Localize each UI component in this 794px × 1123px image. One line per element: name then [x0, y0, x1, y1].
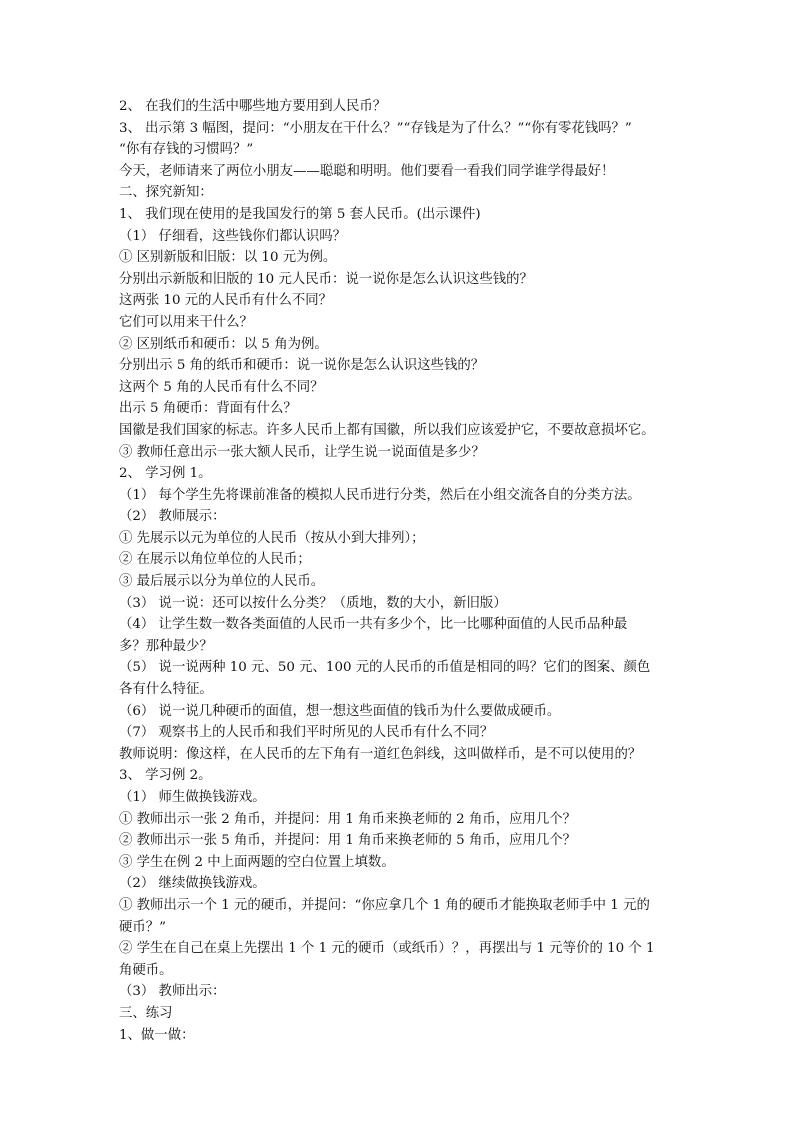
text-line: ② 区别纸币和硬币：以 5 角为例。	[119, 336, 328, 352]
text-line: （2） 继续做换钱游戏。	[119, 876, 266, 892]
text-line: 多？那种最少？	[119, 638, 213, 654]
text-line: （1） 仔细看，这些钱你们都认识吗？	[119, 228, 347, 244]
text-line: ① 教师出示一张 2 角币，并提问：用 1 角币来换老师的 2 角币，应用几个？	[119, 811, 577, 827]
text-line: “你有存钱的习惯吗？”	[119, 142, 254, 158]
text-line: 这两个 5 角的人民币有什么不同？	[119, 379, 324, 395]
text-line: （2） 教师展示：	[119, 509, 226, 525]
text-line: 角硬币。	[119, 962, 173, 978]
text-line: 今天，老师请来了两位小朋友——聪聪和明明。他们要看一看我们同学谁学得最好！	[119, 163, 615, 179]
text-line: ③ 最后展示以分为单位的人民币。	[119, 574, 325, 590]
text-line: 这两张 10 元的人民币有什么不同？	[119, 293, 333, 309]
text-line: （1） 每个学生先将课前准备的模拟人民币进行分类，然后在小组交流各自的分类方法。	[119, 487, 641, 503]
text-line: 2、 在我们的生活中哪些地方要用到人民币？	[119, 99, 387, 114]
text-line: 2、 学习例 1。	[119, 466, 212, 482]
text-line: 1、做一做：	[119, 1027, 195, 1043]
text-line: ① 区别新版和旧版：以 10 元为例。	[119, 250, 337, 266]
text-line: （4） 让学生数一数各类面值的人民币一共有多少个，比一比哪种面值的人民币品种最	[119, 617, 628, 633]
text-line: 各有什么特征。	[119, 682, 213, 698]
text-line: 1、 我们现在使用的是我国发行的第 5 套人民币。(出示课件)	[119, 206, 481, 222]
text-line: 教师说明：像这样，在人民币的左下角有一道红色斜线，这叫做样币，是不可以使用的？	[119, 746, 642, 762]
text-line: ② 在展示以角位单位的人民币；	[119, 552, 311, 568]
text-line: （1） 师生做换钱游戏。	[119, 790, 266, 805]
text-line: 出示 5 角硬币：背面有什么？	[119, 401, 297, 417]
text-line: 分别出示 5 角的纸币和硬币：说一说你是怎么认识这些钱的？	[119, 358, 485, 374]
text-line: 3、 出示第 3 幅图，提问：“小朋友在干什么？”“存钱是为了什么？”“你有零花钱吗？”	[119, 120, 632, 136]
text-line: ③ 教师任意出示一张大额人民币，让学生说一说面值是多少？	[119, 444, 485, 460]
section-heading: 二、探究新知：	[119, 185, 213, 201]
text-line: ② 教师出示一张 5 角币，并提问：用 1 角币来换老师的 5 角币，应用几个？	[119, 833, 577, 849]
text-line: ① 先展示以元为单位的人民币（按从小到大排列）；	[119, 530, 425, 546]
text-line: （3） 说一说：还可以按什么分类？（质地，数的大小，新旧版）	[119, 595, 507, 611]
text-line: ① 教师出示一个 1 元的硬币，并提问：“你应拿几个 1 角的硬币才能换取老师手中 1 元的	[119, 897, 650, 913]
text-line: （3） 教师出示：	[119, 984, 226, 1000]
text-line: ② 学生在自己在桌上先摆出 1 个 1 元的硬币（或纸币）？，再摆出与 1 元等价的 10 个 1	[119, 941, 655, 957]
section-heading: 三、练习	[119, 1005, 173, 1021]
text-line: 它们可以用来干什么？	[119, 314, 253, 330]
text-line: 国徽是我们国家的标志。许多人民币上都有国徽，所以我们应该爱护它，不要故意损坏它。	[119, 422, 655, 438]
text-line: 硬币？”	[119, 919, 167, 935]
text-line: ③ 学生在例 2 中上面两题的空白位置上填数。	[119, 854, 395, 870]
text-line: （7） 观察书上的人民币和我们平时所见的人民币有什么不同？	[119, 725, 494, 741]
document-body	[119, 96, 679, 1046]
text-line: （6） 说一说几种硬币的面值，想一想这些面值的钱币为什么要做成硬币。	[119, 703, 561, 719]
text-line: 分别出示新版和旧版的 10 元人民币：说一说你是怎么认识这些钱的？	[119, 271, 533, 287]
text-line: 3、 学习例 2。	[119, 768, 212, 784]
text-line: （5） 说一说两种 10 元、50 元、100 元的人民币的币值是相同的吗？它们的图案、颜色	[119, 660, 651, 676]
